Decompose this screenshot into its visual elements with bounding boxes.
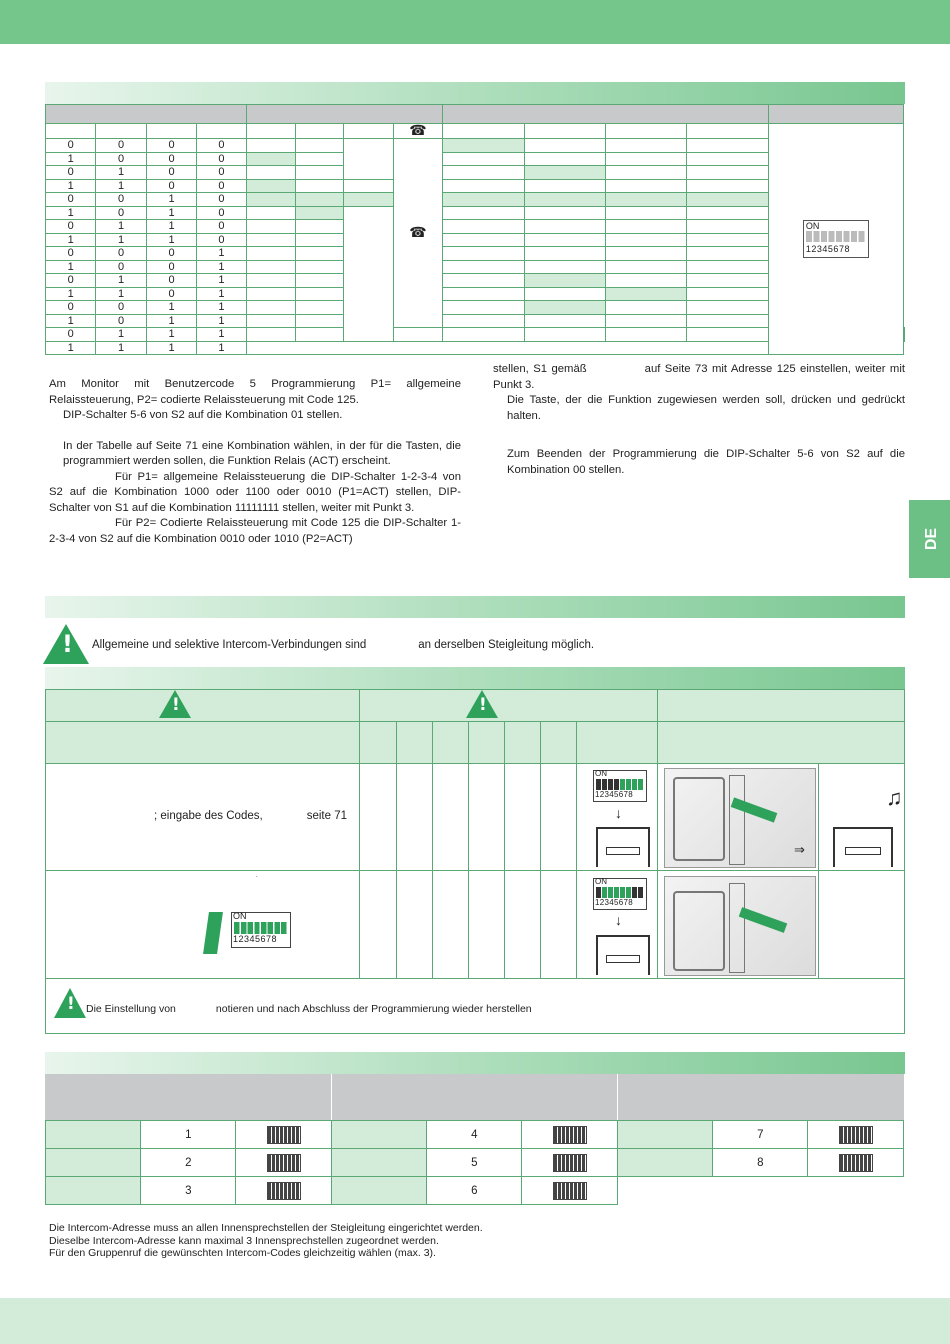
instructions-right: stellen, S1 gemäß auf Seite 73 mit Adresse 125 einstellen, weiter mit Punkt 3. Die Taste, der die Funktion zugewiesen werden soll, drücken und gedrückt halten. Zum Beenden der Programmierung die DIP-Schalter 5-6 von S2 auf die Kombination 00 stellen. xyxy=(493,363,905,476)
programming-table: ! ! ; eingabe des Codes, seite 71 . ON 12345678 ↓ ⇒ ♫ ON 12345678 ↓ ON 12345678 ! Die Einstellung von notieren und nach Abschluss der Programmierung wieder herstellen xyxy=(45,689,905,1034)
dip-switch-icon xyxy=(267,1154,301,1172)
section-header-intercom xyxy=(45,596,905,618)
dip-switch-icon xyxy=(553,1126,587,1144)
warning-icon: ! xyxy=(466,690,498,718)
top-banner xyxy=(0,0,950,44)
warning-icon: ! xyxy=(43,624,89,664)
section-header-intercom-address xyxy=(45,1052,905,1074)
warning-icon: ! xyxy=(54,988,86,1018)
music-note-icon: ♫ xyxy=(886,785,903,810)
dip-switch-icon xyxy=(267,1126,301,1144)
arrow-down-icon: ↓ xyxy=(615,805,622,821)
restore-note: Die Einstellung von notieren und nach Abschluss der Programmierung wieder herstellen xyxy=(86,1003,532,1015)
dip-switch-icon xyxy=(267,1182,301,1200)
language-tab-de: DE xyxy=(909,500,950,578)
section-header-programming xyxy=(45,667,905,689)
display-blinking-diagram xyxy=(596,935,650,975)
dip-switch-icon xyxy=(553,1154,587,1172)
dip-switch-icon xyxy=(553,1182,587,1200)
instructions-left: Am Monitor mit Benutzercode 5 Programmierung P1= allgemeine Relaissteuerung, P2= codierte Relaissteuerung mit Code 125. DIP-Schalter 5-6 von S2 auf die Kombination 01 stellen. In der Tabelle auf Seite 71 eine Kombination wählen, in der für die Tasten, die programmiert werden sollen, die Funktion Relais (ACT) erscheint. Für P1= allgemeine Relaissteuerung die DIP-Schalter 1-2-3-4 von S2 auf die Kombination 1000 oder 1100 oder 0010 (P1=ACT) stellen, DIP-Schalter von S1 auf die Kombination 11111111 stellen, weiter mit Punkt 3. Für P2= Codierte Relaissteuerung mit Code 125 die DIP-Schalter 1-2-3-4 von S2 auf die Kombination 0010 oder 1010 (P2=ACT) xyxy=(49,378,461,545)
address-table-header xyxy=(45,1074,904,1120)
row1-text: ; eingabe des Codes, seite 71 xyxy=(154,810,347,822)
monitor-hand-illustration xyxy=(664,876,816,976)
arrow-right-icon: ⇒ xyxy=(794,842,805,857)
handset-icon: ☎ xyxy=(409,224,427,240)
handset-icon: ☎ xyxy=(409,122,427,138)
footnotes: Die Intercom-Adresse muss an allen Innensprechstellen der Steigleitung eingerichtet werden. Dieselbe Intercom-Adresse kann maximal 3 Innensprechstellen zugeordnet werden. Für den Gruppenruf die gewünschten Intercom-Codes gleichzeitig wählen (max. 3). xyxy=(49,1222,483,1259)
dip-switch-diagram: ON 12345678 xyxy=(231,912,291,948)
dip-switch-s1-diagram: ON 12345678 xyxy=(803,220,869,258)
warning-icon: ! xyxy=(159,690,191,718)
dip-switch-s2-diagram: ON 12345678 xyxy=(593,770,647,802)
dip-switch-icon xyxy=(839,1126,873,1144)
intercom-note: Allgemeine und selektive Intercom-Verbindungen sind an derselben Steigleitung möglich. xyxy=(92,639,595,651)
relay-table: ☎ ON 12345678 0 0 0 0 ☎ 1 0 0 0 0 1 0 0 1 1 0 0 0 0 1 0 1 0 1 0 0 1 1 0 1 1 1 0 0 0 0 1 1 0 0 1 0 1 0 1 1 1 0 1 0 0 1 1 1 0 1 1 0 1 1 1 1 1 1 1 xyxy=(45,104,905,355)
dip-switch-icon xyxy=(839,1154,873,1172)
bottom-banner xyxy=(0,1298,950,1344)
display-blinking-diagram xyxy=(596,827,650,867)
arrow-down-icon: ↓ xyxy=(615,912,622,928)
arrow-up-icon xyxy=(203,912,223,954)
address-table: 1 4 7 2 5 8 3 6 xyxy=(45,1120,904,1205)
display-blinking-diagram xyxy=(833,827,893,867)
section-header-relay xyxy=(45,82,905,104)
dip-switch-s2-diagram: ON 12345678 xyxy=(593,878,647,910)
